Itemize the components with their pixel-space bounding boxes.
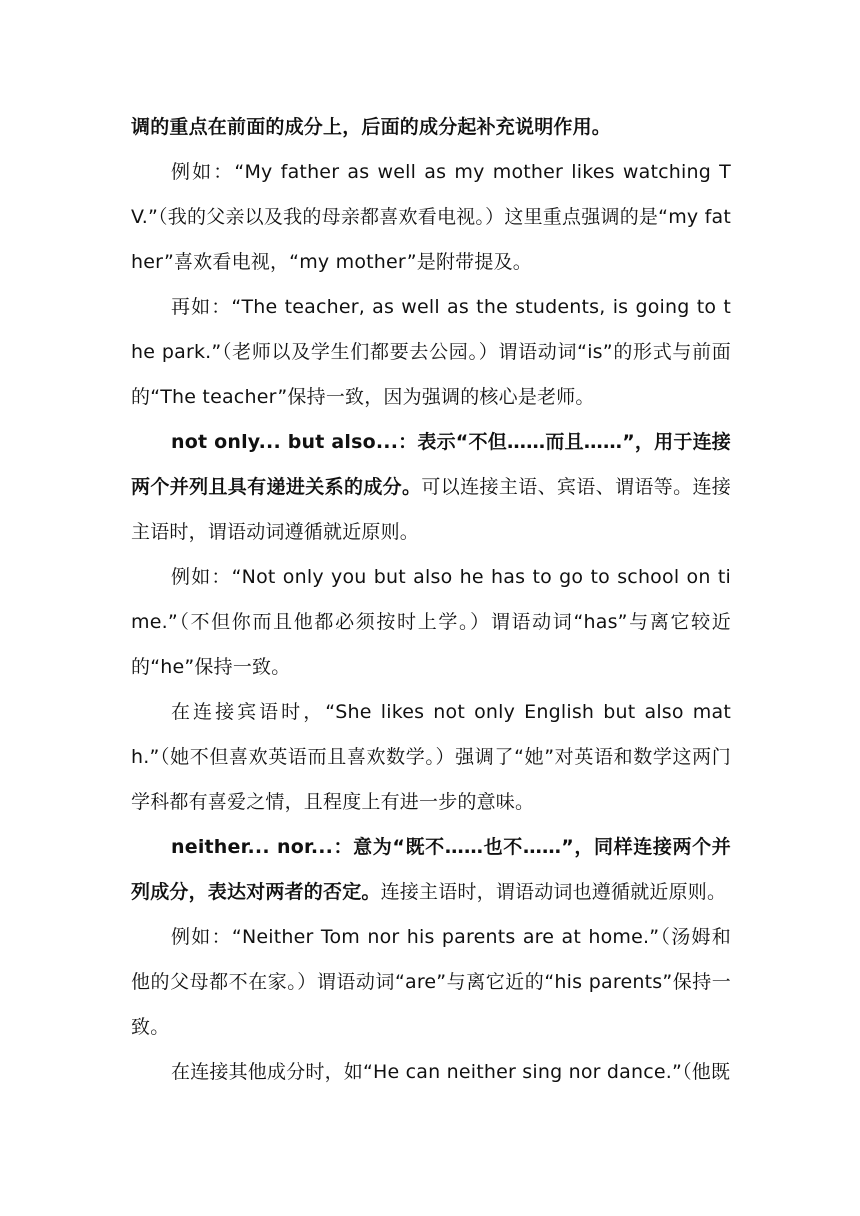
paragraph-1-bold: 调的重点在前面的成分上，后面的成分起补充说明作用。 [131, 116, 612, 138]
paragraph-5-text: 例如：“Not only you but also he has to go to school on time.”（不但你而且他都必须按时上学。）谓语动词“has”与离它较近的“he”保持一致。 [131, 566, 731, 678]
paragraph-1 [131, 105, 731, 150]
paragraph-6-text: 在连接宾语时，“She likes not only English but also math.”（她不但喜欢英语而且喜欢数学。）强调了“她”对英语和数学这两门学科都有喜爱之情，且程度上有进一步的意味。 [131, 701, 731, 813]
paragraph-9-text: 在连接其他成分时，如“He can neither sing nor dance.”（他既 [171, 1061, 731, 1083]
paragraph-9 [131, 1050, 731, 1095]
document-body [131, 105, 731, 1095]
paragraph-2-text: 例如：“My father as well as my mother likes watching TV.”（我的父亲以及我的母亲都喜欢看电视。）这里重点强调的是“my father”喜欢看电视，“my mother”是附带提及。 [131, 161, 731, 273]
paragraph-3-text: 再如：“The teacher, as well as the students, is going to the park.”（老师以及学生们都要去公园。）谓语动词“is”的形式与前面的“The teacher”保持一致，因为强调的核心是老师。 [131, 296, 731, 408]
paragraph-4-bold: not only... but also...：表示“不但……而且……”，用于连接两个并列且具有递进关系的成分。 [131, 431, 731, 498]
paragraph-7-bold: neither... nor...：意为“既不……也不……”，同样连接两个并列成分，表达对两者的否定。 [131, 836, 731, 903]
paragraph-2 [131, 150, 731, 285]
paragraph-7 [131, 825, 731, 915]
paragraph-4 [131, 420, 731, 555]
paragraph-6 [131, 690, 731, 825]
paragraph-4-text: 可以连接主语、宾语、谓语等。连接主语时，谓语动词遵循就近原则。 [131, 476, 731, 543]
paragraph-3 [131, 285, 731, 420]
paragraph-5 [131, 555, 731, 690]
paragraph-8-text: 例如：“Neither Tom nor his parents are at home.”（汤姆和他的父母都不在家。）谓语动词“are”与离它近的“his parents”保持一致。 [131, 926, 731, 1038]
paragraph-8 [131, 915, 731, 1050]
paragraph-7-text: 连接主语时，谓语动词也遵循就近原则。 [380, 881, 727, 903]
